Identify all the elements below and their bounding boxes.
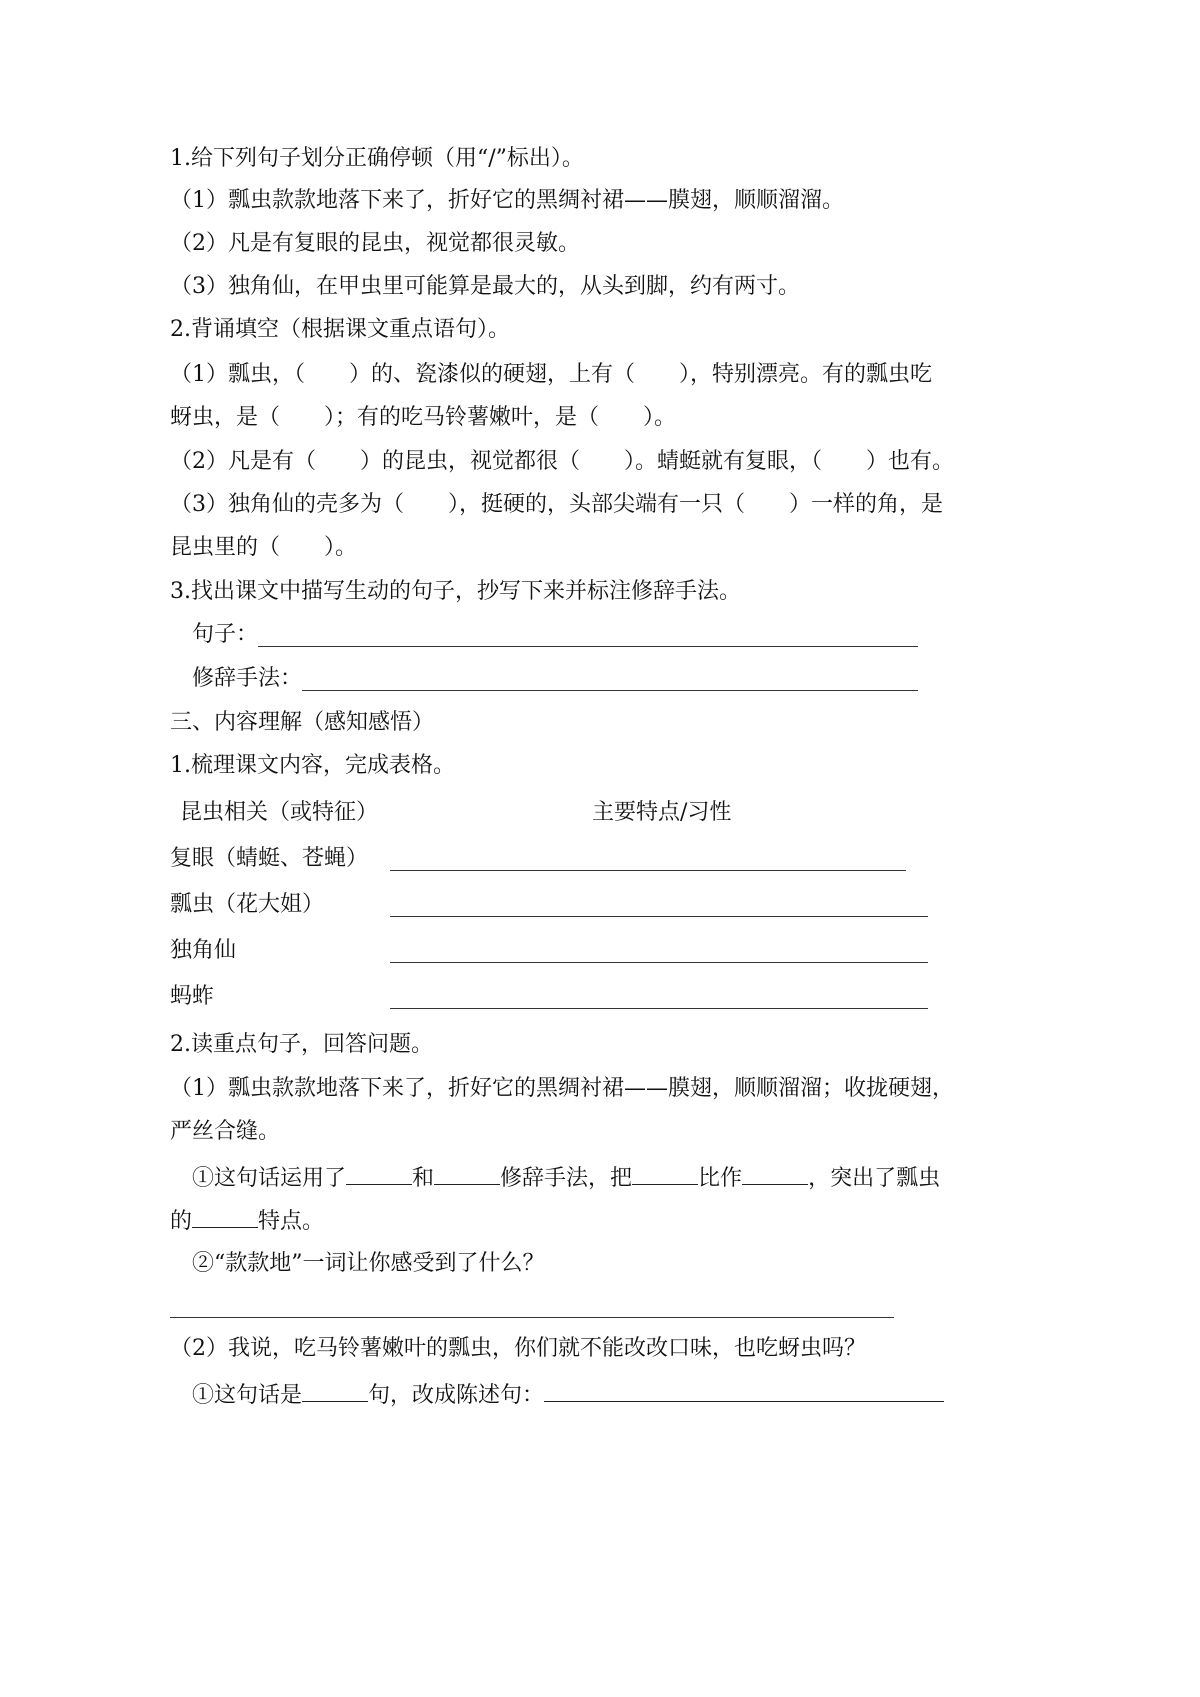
sentence-answer-line[interactable] <box>258 646 918 647</box>
answer-blank[interactable] <box>302 1379 368 1402</box>
fill-in-line <box>170 1205 324 1236</box>
text-segment: ）。 <box>643 405 677 430</box>
text-segment: ）。 <box>324 535 358 560</box>
text-segment: （3）独角仙的壳多为（ <box>170 492 404 517</box>
fill-in-line <box>170 534 357 562</box>
text-segment: 的 <box>170 1209 193 1234</box>
text-segment: 蚜虫，是（ <box>170 405 281 430</box>
answer-blank[interactable] <box>346 1162 412 1185</box>
text-segment: 昆虫里的（ <box>170 535 281 560</box>
table-row-label: 瓢虫（花大姐） <box>170 892 325 917</box>
table-answer-line[interactable] <box>390 870 906 871</box>
question-item: （3）独角仙，在甲虫里可能算是最大的，从头到脚，约有两寸。 <box>170 274 800 299</box>
section-heading: 三、内容理解（感知感悟） <box>170 710 435 735</box>
answer-blank[interactable] <box>742 1162 808 1185</box>
text-segment: ）的、瓷漆似的硬翅，上有（ <box>349 362 636 387</box>
text-segment: ）的昆虫，视觉都很（ <box>360 449 581 474</box>
table-header-left: 昆虫相关（或特征） <box>180 800 379 825</box>
question-item: （1）瓢虫款款地落下来了，折好它的黑绸衬裙——膜翅，顺顺溜溜。 <box>170 188 844 213</box>
fill-in-line <box>170 491 943 519</box>
text-segment: ①这句话是 <box>192 1383 303 1408</box>
question-title: 3.找出课文中描写生动的句子，抄写下来并标注修辞手法。 <box>170 579 741 604</box>
table-row-label: 蚂蚱 <box>170 984 215 1009</box>
question-title: 1.梳理课文内容，完成表格。 <box>170 753 455 778</box>
question-item: 严丝合缝。 <box>170 1119 281 1144</box>
table-row-label: 复眼（蜻蜓、苍蝇） <box>170 846 369 871</box>
text-segment: ，突出了瓢虫 <box>808 1166 941 1191</box>
text-segment: ），特别漂亮。有的瓢虫吃 <box>679 362 933 387</box>
answer-blank[interactable] <box>192 1205 258 1228</box>
text-segment: ）；有的吃马铃薯嫩叶，是（ <box>324 405 600 430</box>
fill-in-line <box>170 404 676 432</box>
text-segment: 特点。 <box>258 1209 325 1234</box>
text-segment: 修辞手法，把 <box>500 1166 633 1191</box>
answer-blank[interactable] <box>544 1379 944 1402</box>
sentence-label: 句子： <box>192 622 259 647</box>
text-segment: 句，改成陈述句： <box>368 1383 545 1408</box>
rhetoric-label: 修辞手法： <box>192 666 303 691</box>
table-answer-line[interactable] <box>390 962 928 963</box>
text-segment: ），挺硬的，头部尖端有一只（ <box>448 492 746 517</box>
text-segment: ）。蜻蜓就有复眼，（ <box>624 449 823 474</box>
text-segment: （1）瓢虫，（ <box>170 362 305 387</box>
fill-in-line <box>192 1162 940 1193</box>
text-segment: 比作 <box>698 1166 743 1191</box>
text-segment: ①这句话运用了 <box>192 1166 347 1191</box>
table-answer-line[interactable] <box>390 916 928 917</box>
fill-in-line <box>170 361 932 389</box>
text-segment: 和 <box>412 1166 435 1191</box>
question-item: ②“款款地”一词让你感受到了什么？ <box>192 1251 545 1276</box>
question-item: （2）凡是有复眼的昆虫，视觉都很灵敏。 <box>170 231 580 256</box>
answer-blank[interactable] <box>632 1162 698 1185</box>
question-title: 1.给下列句子划分正确停顿（用“/”标出）。 <box>170 146 584 171</box>
table-row-label: 独角仙 <box>170 938 237 963</box>
question-item: （2）我说，吃马铃薯嫩叶的瓢虫，你们就不能改改口味，也吃蚜虫吗？ <box>170 1336 866 1361</box>
question-item: （1）瓢虫款款地落下来了，折好它的黑绸衬裙——膜翅，顺顺溜溜；收拢硬翅， <box>170 1076 954 1101</box>
text-segment: ）一样的角，是 <box>789 492 944 517</box>
fill-in-line <box>170 448 954 476</box>
question-title: 2.读重点句子，回答问题。 <box>170 1032 433 1057</box>
text-segment: （2）凡是有（ <box>170 449 316 474</box>
question-title: 2.背诵填空（根据课文重点语句）。 <box>170 317 510 342</box>
rhetoric-answer-line[interactable] <box>302 690 918 691</box>
answer-line[interactable] <box>170 1317 894 1318</box>
text-segment: ）也有。 <box>866 449 955 474</box>
table-answer-line[interactable] <box>390 1008 928 1009</box>
answer-blank[interactable] <box>434 1162 500 1185</box>
table-header-right: 主要特点/习性 <box>592 800 732 825</box>
fill-in-line <box>192 1379 944 1410</box>
